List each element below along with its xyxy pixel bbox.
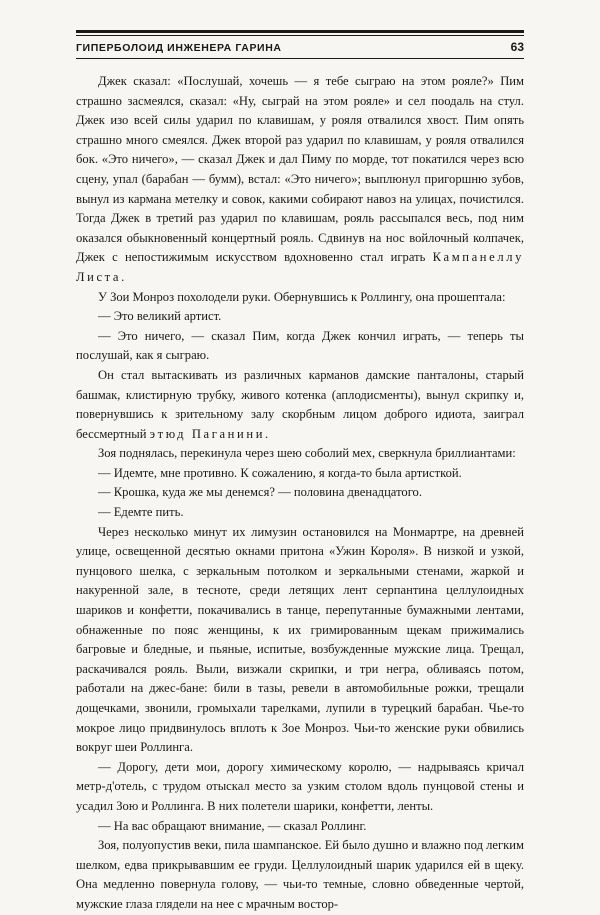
header-rule-thin <box>76 35 524 36</box>
paragraph: — Это ничего, — сказал Пим, когда Джек кончил играть, — теперь ты послушай, как я сыграю. <box>76 328 524 363</box>
paragraph: — Это великий артист. <box>98 309 222 324</box>
paragraph: Зоя поднялась, перекинула через шею соболий мех, сверкнула бриллиантами: <box>98 446 516 461</box>
paragraph: Зоя, полуопустив веки, пила шампанское. Ей было душно и влажно под легким шелком, едва прикрывавшим ее груди. Целлулоидный шарик ударился ей в щеку. Она медленно повернула голову, — чьи-то темные, словно обведенные чертой, мужские глаза глядели на нее с мрачным востор- <box>76 838 524 911</box>
paragraph: — Дорогу, дети мои, дорогу химическому королю, — надрываясь кричал метр-д'отель, с трудом отыскал место за узким столом вдоль пунцовой стены и усадил Зою и Роллинга. В них полетели шарики, конфетти, ленты. <box>76 759 524 813</box>
running-title: ГИПЕРБОЛОИД ИНЖЕНЕРА ГАРИНА <box>76 42 282 54</box>
page-number: 63 <box>510 40 524 54</box>
spaced-emphasis: этюд Паганини <box>149 426 266 441</box>
header-rule-bottom <box>76 58 524 59</box>
body-text <box>76 72 524 915</box>
paragraph: — На вас обращают внимание, — сказал Роллинг. <box>98 818 367 833</box>
header-rule-thick <box>76 30 524 33</box>
paragraph: — Крошка, куда же мы денемся? — половина двенадцатого. <box>98 485 423 500</box>
paragraph: Джек сказал: «Послушай, хочешь — я тебе сыграю на этом рояле?» Пим страшно засмеялся, сказал: «Ну, сыграй на этом рояле» и сел поодаль на стул. Джек изо всей силы ударил по клавишам, у рояля отвалился хвост. Пим опять страшно много смеялся. Джек второй раз ударил по клавишам, у рояля отвалился бок. «Это ничего», — сказал Джек и дал Пиму по морде, тот покатился через всю сцену, упал (барабан — бумм), встал: «Это ничего»; выплюнул пригоршню зубов, вынул из кармана метелку и совок, какими собирают навоз на улицах, почистился. Тогда Джек в третий раз ударил по клавишам, рояль рассыпался весь, под ним оказался обыкновенный концертный рояль. Сдвинув на нос войлочный колпачек, Джек с непостижимым искусством вдохновенно стал играть Кампанеллу Листа. <box>76 74 524 284</box>
paragraph: Через несколько минут их лимузин остановился на Монмартре, на древней улице, освещенной десятью окнами притона «Ужин Короля». В низкой и узкой, пунцового шелка, с зеркальным потолком и зеркальными стенами, жаркой и накуренной зале, в тесноте, среди летящих лент серпантина целлулоидных шариков и конфетти, покачивались в танце, перепутанные бумажными лентами, обнаженные по пояс женщины, к их гримированным щекам прижимались багровые и бледные, и пьяные, испитые, возбужденные мужские лица. Трещал, раскачивался рояль. Выли, визжали скрипки, и три негра, обливаясь потом, работали на джес-бане: били в тазы, ревели в автомобильные рожки, трещали дощечками, звонили, громыхали тарелками, лупили в турецкий барабан. Чье-то мокрое лицо придвинулось вплоть к Зое Монроз. Чьи-то женские руки обвились вокруг шеи Роллинга. <box>76 524 524 755</box>
paragraph: У Зои Монроз похолодели руки. Обернувшись к Роллингу, она прошептала: <box>98 289 506 304</box>
paragraph: — Едемте пить. <box>98 505 184 520</box>
paragraph: — Идемте, мне противно. К сожалению, я когда-то была артисткой. <box>98 465 462 480</box>
running-header <box>76 40 524 56</box>
paragraph: Он стал вытаскивать из различных карманов дамские панталоны, старый башмак, клистирную трубку, живого котенка (аплодисменты), вынул скрипку и, повернувшись к зрительному залу скорбным лицом доброго идиота, заиграл бессмертный этюд Паганини. <box>76 367 524 441</box>
spaced-emphasis: Кампанеллу Листа <box>76 250 524 284</box>
